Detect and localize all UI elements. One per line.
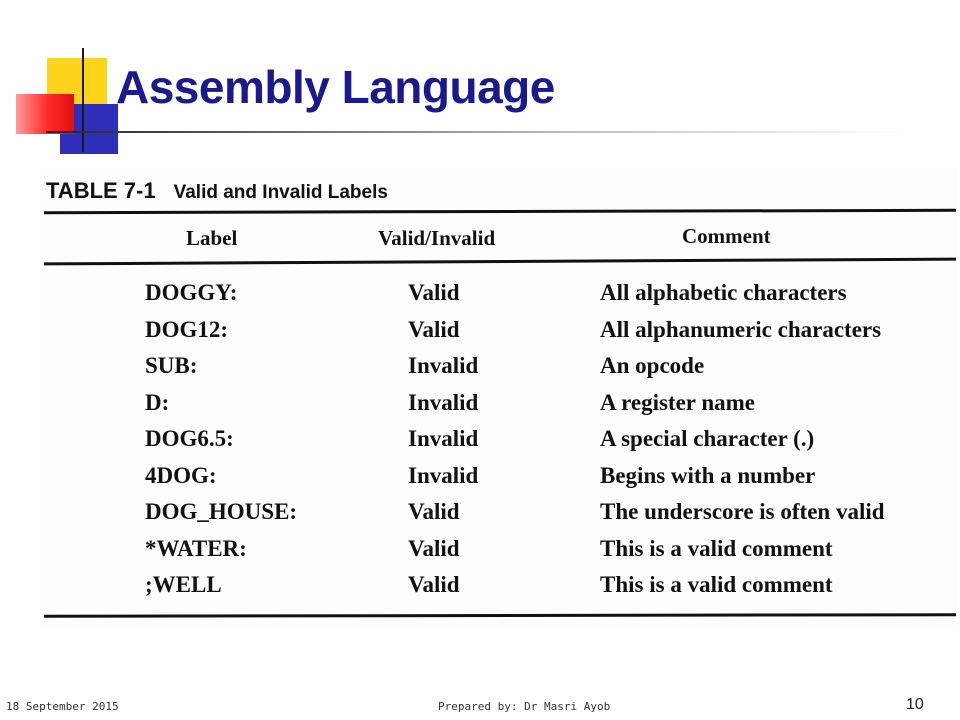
- table-row: [40, 317, 958, 354]
- table-row: [40, 353, 958, 390]
- cell-status: Valid: [408, 499, 460, 524]
- cell-status: Valid: [408, 535, 460, 561]
- table-row: [40, 536, 958, 573]
- cell-status: Invalid: [408, 462, 479, 488]
- cell-comment: All alphabetic characters: [600, 280, 847, 305]
- table-row: [40, 572, 958, 609]
- cell-label: SUB:: [145, 353, 198, 378]
- table-row: [40, 280, 958, 317]
- decorative-vertical-line: [82, 48, 84, 152]
- slide-title: Assembly Language: [116, 61, 555, 113]
- cell-label: D:: [145, 389, 170, 415]
- cell-label: DOG_HOUSE:: [145, 499, 298, 524]
- table-row: [40, 426, 958, 463]
- table-caption: [46, 178, 388, 204]
- page-number: 10: [906, 696, 924, 713]
- cell-comment: This is a valid comment: [600, 535, 833, 561]
- cell-comment: A special character (.): [600, 426, 815, 451]
- cell-status: Valid: [408, 316, 460, 342]
- table-bottom-rule: [44, 613, 956, 618]
- column-header-comment: Comment: [682, 224, 771, 248]
- cell-comment: All alphanumeric characters: [600, 316, 882, 342]
- cell-status: Valid: [408, 572, 460, 597]
- labels-table-image: [40, 168, 958, 626]
- cell-label: 4DOG:: [145, 462, 217, 488]
- table-number: TABLE 7-1: [46, 178, 156, 203]
- cell-comment: A register name: [600, 389, 756, 415]
- footer-date: 18 September 2015: [6, 700, 119, 713]
- cell-comment: An opcode: [600, 353, 705, 378]
- table-row: [40, 463, 958, 500]
- title-underline: [46, 131, 906, 133]
- cell-label: DOG12:: [145, 316, 229, 342]
- table-body: [40, 280, 958, 609]
- footer-author: Prepared by: Dr Masri Ayob: [438, 700, 611, 713]
- cell-status: Valid: [408, 280, 460, 305]
- table-header-rule: [44, 258, 956, 266]
- cell-label: DOGGY:: [145, 280, 238, 305]
- table-row: [40, 499, 958, 536]
- cell-label: ;WELL: [145, 572, 222, 597]
- table-top-rule: [44, 209, 956, 214]
- table-caption-text: Valid and Invalid Labels: [173, 182, 388, 203]
- cell-label: *WATER:: [145, 535, 247, 561]
- cell-comment: The underscore is often valid: [600, 499, 885, 524]
- cell-comment: This is a valid comment: [600, 572, 833, 597]
- column-header-label: Label: [186, 226, 238, 250]
- cell-status: Invalid: [408, 426, 479, 451]
- decorative-red-block: [16, 94, 74, 134]
- cell-comment: Begins with a number: [600, 462, 816, 488]
- cell-label: DOG6.5:: [145, 426, 234, 451]
- table-row: [40, 390, 958, 427]
- column-header-valid: Valid/Invalid: [378, 226, 496, 250]
- cell-status: Invalid: [408, 389, 479, 415]
- cell-status: Invalid: [408, 353, 479, 378]
